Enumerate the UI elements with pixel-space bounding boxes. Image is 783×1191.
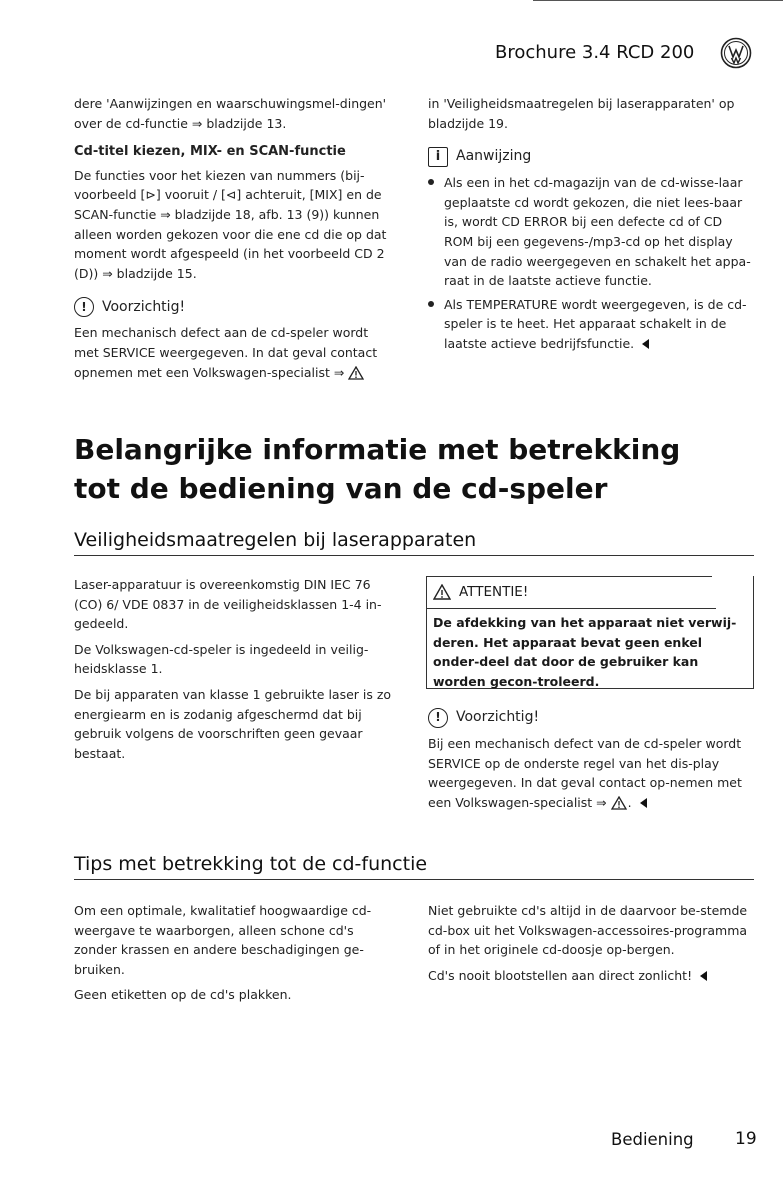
warning-triangle-icon: [348, 366, 364, 380]
intro-text: in 'Veiligheidsmaatregelen bij laserapparaten' op bladzijde 19.: [428, 96, 735, 131]
bullet-body: Als TEMPERATURE wordt weergegeven, is de cd-speler is te heet. Het apparaat schakelt in de laatste actieve bedrijfsfunctie.: [444, 296, 747, 351]
warning-box-border: [426, 576, 712, 577]
subheading: Cd-titel kiezen, MIX- en SCAN-functie: [74, 144, 346, 160]
paragraph-body: Cd's nooit blootstellen aan direct zonlicht!: [428, 967, 693, 983]
brochure-title: Brochure 3.4 RCD 200: [495, 42, 695, 63]
footer-section-label: Bediening: [611, 1130, 694, 1149]
end-marker-icon: [642, 339, 650, 349]
warning-heading: [433, 584, 528, 600]
end-marker-icon: [700, 971, 708, 981]
section-title: Veiligheidsmaatregelen bij laserapparaten: [74, 529, 477, 551]
section-rule: [74, 879, 754, 880]
section1-left-column: [74, 575, 398, 763]
section2-right-column: [428, 901, 754, 985]
paragraph: Laser-apparatuur is overeenkomstig DIN IEC 76 (CO) 6/ VDE 0837 in de veiligheidsklassen 1-4 in-gedeeld.: [74, 577, 382, 632]
warning-title: ATTENTIE!: [459, 584, 529, 600]
section1-right-column: [428, 708, 754, 812]
caution-body: Een mechanisch defect aan de cd-speler wordt met SERVICE weergegeven. In dat geval contact opnemen met een Volkswagen-specialist ⇒: [74, 325, 378, 380]
warning-box-separator: [426, 608, 716, 609]
paragraph: De Volkswagen-cd-speler is ingedeeld in veilig-heidsklasse 1.: [74, 641, 369, 677]
caution-icon: !: [428, 708, 448, 728]
caution-icon: !: [74, 297, 94, 317]
caution-title: Voorzichtig!: [456, 709, 540, 726]
top-left-column: [74, 94, 394, 382]
header-rule: [533, 0, 783, 1]
vw-logo-icon: [720, 37, 752, 69]
warning-box: [426, 576, 754, 689]
warning-box-border: [426, 576, 427, 689]
bullet-text: Als een in het cd-magazijn van de cd-wisse-laar geplaatste cd wordt gekozen, die niet lees-baar is, wordt CD ERROR bij een defecte cd of CD ROM bij een gegevens-/mp3-cd op het display van de radio weergegeven en schakelt het appa-raat in de laatste actieve functie.: [444, 175, 751, 289]
list-item: [428, 173, 754, 291]
section-title: Tips met betrekking tot de cd-functie: [74, 853, 428, 875]
warning-triangle-icon: [433, 584, 451, 600]
body-text: De functies voor het kiezen van nummers (bij-voorbeeld [⊳] vooruit / [⊲] achteruit, [MIX] en de SCAN-functie ⇒ bladzijde 18, afb. 13 (9)) kunnen alleen worden gekozen voor die ene cd die op dat moment wordt afgespeeld (in het voorbeeld CD 2 (D)) ⇒ bladzijde 15.: [74, 167, 387, 281]
section-rule: [74, 555, 754, 556]
main-heading: Belangrijke informatie met betrekking tot de bediening van de cd-speler: [74, 433, 681, 505]
caution-heading: [428, 708, 754, 728]
caution-text: Bij een mechanisch defect van de cd-speler wordt SERVICE op de onderste regel van het dis-play weergegeven. In dat geval contact op-nemen met een Volkswagen-specialist ⇒ .: [428, 736, 742, 810]
bullet-icon: [428, 301, 434, 307]
top-right-column: [428, 94, 754, 354]
intro-text: dere 'Aanwijzingen en waarschuwingsmel-dingen' over de cd-functie ⇒ bladzijde 13.: [74, 96, 387, 131]
bullet-text: [444, 295, 754, 354]
caution-heading: [74, 297, 394, 317]
list-item: [428, 295, 754, 354]
caution-text: [74, 323, 394, 382]
note-title: Aanwijzing: [456, 148, 532, 165]
paragraph: Niet gebruikte cd's altijd in de daarvoor be-stemde cd-box uit het Volkswagen-accessoires-programma of in het originele cd-doosje op-bergen.: [428, 903, 748, 958]
paragraph: Geen etiketten op de cd's plakken.: [74, 987, 292, 1003]
info-icon: i: [428, 147, 448, 167]
paragraph: Om een optimale, kwalitatief hoogwaardige cd-weergave te waarborgen, alleen schone cd's zonder krassen en andere beschadigingen ge-bruiken.: [74, 903, 372, 977]
warning-text: De afdekking van het apparaat niet verwij-deren. Het apparaat bevat geen enkel onder-deel dat door de gebruiker kan worden gecon-troleerd.: [433, 615, 737, 689]
page-number: 19: [735, 1129, 757, 1149]
note-heading: [428, 147, 754, 167]
paragraph: De bij apparaten van klasse 1 gebruikte laser is zo energiearm en is zodanig afgeschermd dat bij gebruik volgens de voorschriften geen gevaar bestaat.: [74, 686, 392, 761]
caution-body: Bij een mechanisch defect van de cd-speler wordt SERVICE op de onderste regel van het dis-play weergegeven. In dat geval contact op-nemen met een Volkswagen-specialist ⇒: [428, 736, 742, 810]
paragraph: [428, 966, 754, 986]
bullet-icon: [428, 179, 434, 185]
end-marker-icon: [640, 798, 648, 808]
warning-triangle-icon: [611, 796, 627, 810]
caution-title: Voorzichtig!: [102, 298, 186, 315]
section2-left-column: [74, 901, 398, 1005]
warning-box-border: [753, 576, 754, 689]
